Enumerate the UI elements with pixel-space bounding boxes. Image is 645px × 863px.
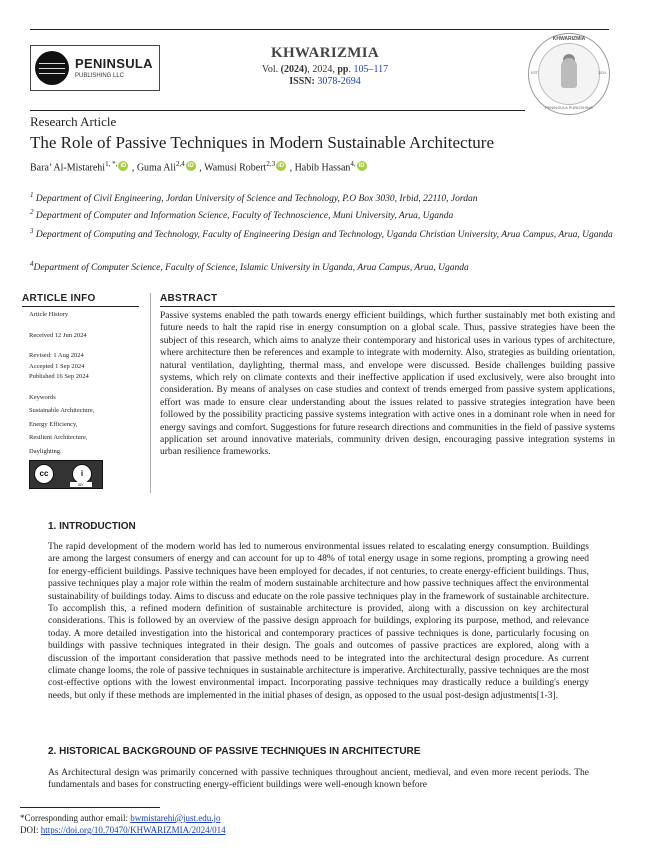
author-affiliation: 2,4 <box>176 160 185 168</box>
corresponding-author <box>20 812 620 824</box>
seal-top-text: KHWARIZMIA <box>552 36 586 42</box>
orcid-icon[interactable]: iD <box>358 163 365 170</box>
affiliation-text: Department of Computer Science, Faculty of Science, Islamic University in Uganda, Arua Campus, Arua, Uganda <box>33 263 469 274</box>
doi-link[interactable]: https://doi.org/10.70470/KHWARIZMIA/2024/014 <box>40 825 226 835</box>
article-info-rule <box>22 306 139 307</box>
doi-label: DOI: <box>20 825 41 835</box>
section-heading: 1. INTRODUCTION <box>48 521 136 532</box>
author-list <box>30 160 368 173</box>
affiliation <box>30 206 615 222</box>
abstract-rule <box>160 306 615 307</box>
keywords-label: Keywords <box>29 393 56 401</box>
accepted-date: Accepted 1 Sep 2024 <box>29 362 85 370</box>
journal-seal <box>528 33 610 115</box>
section-body: As Architectural design was primarily concerned with passive techniques throughout ancient, medieval, and even more recent periods. The fundamentals and bases for constructing energy-efficient buildings were well-enough known before <box>48 768 589 791</box>
seal-left-text: EST. <box>531 71 539 75</box>
affiliation <box>30 225 615 241</box>
affiliation-text: Department of Civil Engineering, Jordan University of Science and Technology, P.O Box 3030, Irbid, 22110, Jordan <box>35 194 478 205</box>
article-info-heading: ARTICLE INFO <box>22 293 96 304</box>
history-label: Article History <box>29 311 69 318</box>
cc-by-license-badge[interactable] <box>29 460 103 489</box>
cc-icon: cc <box>34 464 54 484</box>
doi-line <box>20 824 620 836</box>
abstract-heading: ABSTRACT <box>160 293 218 304</box>
affiliation <box>30 189 615 205</box>
keyword: Sustainable Architecture, <box>29 407 95 414</box>
affiliation-number: 4 <box>30 260 34 268</box>
corresponding-label: *Corresponding author email: <box>20 813 131 823</box>
column-divider <box>150 293 151 493</box>
section-body: The rapid development of the modern world has led to numerous environmental issues related to escalating energy consumption. Buildings are among the largest consumers of energy and can account for up to 48% of total energy usage in some regions, prompting a growing need for energy-efficient buildings. Passive techniques have been employed for decades, if not centuries, to create energy-efficient buildings. Thus, passive techniques play a major role within the realm of modern sustainable architecture and how passive techniques affect the environmental sustainability of buildings today. Aims to discuss and educate on the role passive techniques play in the framework of sustainable architecture. To accomplish this, a refined modern definition of sustainable architecture is provided, along with a discussion on key architectural considerations. This is followed by an overview of the passive design approach for buildings, exploring its purpose, method, and relevance today. A more detailed investigation into the historical and contemporary practices of passive techniques is done, particularly focusing on buildings with passive techniques integrated in their design. The goals and outcomes of passive practices are explored, along with a discussion of the important consideration that passive methods need to be integrated into the architectural design procedure. As current climate change looms, the role of passive techniques in sustainable architecture is imperative. Architecturally, passive techniques are the most cost-effective options with the lowest environmental impact. Incorporating passive techniques may drastically reduce a building's energy needs, but only if these methods are implemented in the initial phases of design, as opposed to the usual post-design adjustments[1-3]. <box>48 542 589 701</box>
revised-date: Revised: 1 Aug 2024 <box>29 352 84 359</box>
article-info <box>29 310 139 457</box>
seal-figure-body <box>561 58 577 88</box>
received-date: Received 12 Jun 2024 <box>29 331 87 339</box>
author-affiliation: 2,3 <box>266 160 276 168</box>
volume-number: (2024) <box>280 64 308 75</box>
affiliation-number: 1 <box>30 191 34 199</box>
page-range: 105–117 <box>353 64 389 75</box>
footer <box>20 812 620 836</box>
published-date: Published 16 Sep 2024 <box>29 373 89 380</box>
journal-volume <box>200 64 450 75</box>
author-name: , Habib Hassan <box>289 162 351 174</box>
orcid-icon[interactable]: iD <box>278 163 285 170</box>
header-top-rule <box>30 29 609 30</box>
volume-year: , 2024, <box>307 64 338 75</box>
logo-emblem-icon <box>35 51 69 85</box>
journal-issn <box>200 76 450 87</box>
author-affiliation: 1, *, <box>105 160 118 168</box>
journal-header <box>200 45 450 87</box>
pages-separator: . <box>348 64 354 75</box>
affiliation-number: 3 <box>30 227 34 235</box>
affiliation-number: 2 <box>30 208 34 216</box>
author-email-link[interactable]: bwmistarehi@just.edu.jo <box>130 813 221 823</box>
author-name: , Guma Ali <box>131 162 176 174</box>
affiliation-text: Department of Computing and Technology, Faculty of Engineering Design and Technology, Uganda Christian University, Arua Campus, Arua, Uganda <box>35 230 613 241</box>
author-name: Bara’ Al-Mistarehi <box>30 162 106 174</box>
seal-right-text: 2024 <box>598 71 606 75</box>
license-by-label: BY <box>70 482 92 487</box>
header-bottom-rule <box>30 110 525 111</box>
article-type: Research Article <box>30 114 117 129</box>
keyword: Resilient Architecture, <box>29 434 88 441</box>
issn-value[interactable]: 3078-2694 <box>317 76 361 87</box>
footer-rule <box>20 807 160 808</box>
orcid-icon[interactable]: iD <box>120 163 127 170</box>
orcid-icon[interactable]: iD <box>187 163 194 170</box>
affiliation <box>30 258 615 274</box>
author-affiliation: 4, <box>350 160 356 168</box>
issn-label: ISSN: <box>289 76 318 87</box>
affiliation-text: Department of Computer and Information Science, Faculty of Technoscience, Muni University, Arua, Uganda <box>35 211 454 222</box>
volume-prefix: Vol. <box>261 64 281 75</box>
person-icon: i <box>72 464 92 484</box>
author-name: , Wamusi Robert <box>199 162 267 174</box>
paper-title: The Role of Passive Techniques in Modern Sustainable Architecture <box>30 133 494 152</box>
seal-bottom-text: PENINSULA PUBLISHING <box>545 105 593 110</box>
abstract-text: Passive systems enabled the path towards energy efficient buildings, which further sustainably met both existing and future needs to halt the rapid rise in energy consumption on a global scale. Thus, passive strategies have been the subject of this research, which aims to analyze their contemporary and historical uses in various types of architecture, where architecture then be references and example to integrate with modernity. Also, strategies as building orientation, natural ventilation, daylighting, thermal mass, and envelope were discussed. Beside challenges building passive systems, which rely on climate contexts and their ineffective application if used exclusively, were also brought into consideration. By means of analyses on case studies and context of trends emerged from passive system applications, effort was made to ensure clear understanding about the issues related to passive strategies integration have been followed by the possibility practicing passive systems integration with active ones in a dominant role when in need for energy savings and comfort. Suggestions for future research directions and communities in the field of passive systems application set around innovative materials, community driven design, encouraging passive integration systems in urban resilience frameworks. <box>160 311 615 458</box>
publisher-subtitle: PUBLISHING LLC <box>75 73 125 79</box>
section-heading: 2. HISTORICAL BACKGROUND OF PASSIVE TECHNIQUES IN ARCHITECTURE <box>48 746 421 757</box>
publisher-name: PENINSULA <box>75 56 153 71</box>
pages-label: pp <box>337 64 349 75</box>
keyword: Daylighting. <box>29 447 62 455</box>
keyword: Energy Efficiency, <box>29 420 78 428</box>
publisher-logo <box>30 45 160 91</box>
journal-title: KHWARIZMIA <box>270 45 379 61</box>
